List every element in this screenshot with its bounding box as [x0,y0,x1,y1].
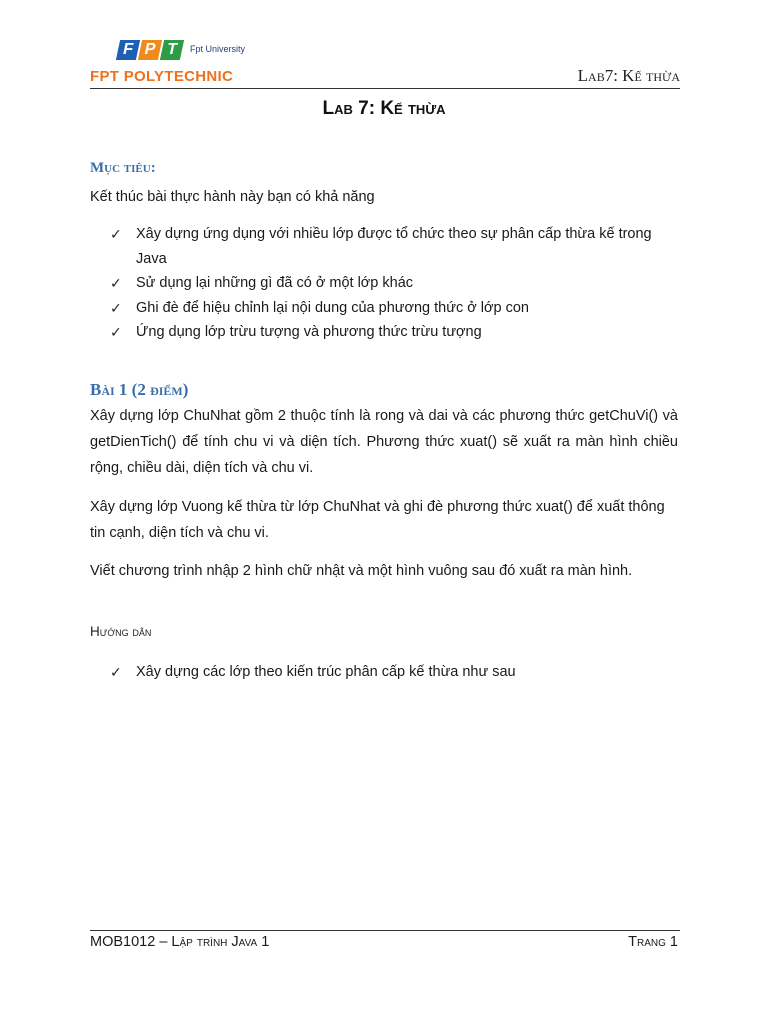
brand-name: FPT POLYTECHNIC [90,68,234,85]
list-item [110,222,680,271]
checkmark-icon: ✓ [110,664,122,680]
objectives-intro: Kết thúc bài thực hành này bạn có khả năng [90,189,375,205]
list-item-text: Ứng dụng lớp trừu tượng và phương thức trừu tượng [136,324,482,340]
checkmark-icon: ✓ [110,299,122,316]
objectives-heading: Mục tiêu: [90,160,156,176]
list-item-text: Sử dụng lại những gì đã có ở một lớp khác [136,275,414,291]
objectives-list [110,222,680,345]
list-item-text: Xây dựng ứng dụng với nhiều lớp được tổ chức theo sự phân cấp thừa kế trong Java [136,226,652,267]
logo-subtitle: Fpt University [190,44,246,54]
page-title: Lab 7: Kế thừa [322,98,446,119]
list-item [110,660,680,685]
checkmark-icon: ✓ [110,324,122,340]
list-item [110,296,680,321]
guide-heading: Hướng dẫn [90,624,152,639]
footer-divider [90,930,680,931]
exercise-paragraph-2: Xây dựng lớp Vuong kế thừa từ lớp ChuNhat và ghi đè phương thức xuat() để xuất thông tin cạnh, diện tích và chu vi. [90,499,665,541]
logo-letter-f: F [116,40,140,60]
logo-letter-t: T [160,40,184,60]
logo-letter-p: P [138,40,162,60]
list-item-text: Ghi đè để hiệu chỉnh lại nội dung của phương thức ở lớp con [136,299,529,316]
list-item [110,271,680,296]
exercise-paragraph-1: Xây dựng lớp ChuNhat gồm 2 thuộc tính là rong và dai và các phương thức getChuVi() và getDienTich() để tính chu vi và diện tích. Phương thức xuat() sẽ xuất ra màn hình chiều rộng, chiều dài, diện tích và chu vi. [90,408,678,476]
exercise-heading: Bài 1 (2 điểm) [90,380,189,399]
guide-list [110,660,680,685]
list-item-text: Xây dựng các lớp theo kiến trúc phân cấp kế thừa như sau [136,664,516,680]
list-item [110,320,680,345]
footer-course: MOB1012 – Lập trình Java 1 [90,934,270,950]
checkmark-icon: ✓ [110,226,122,242]
exercise-paragraph-3: Viết chương trình nhập 2 hình chữ nhật và một hình vuông sau đó xuất ra màn hình. [90,563,633,579]
footer-page-number: Trang 1 [628,934,678,950]
checkmark-icon: ✓ [110,275,122,291]
header-lab-label: Lab7: Kế thừa [577,66,680,85]
fpt-logo [118,38,258,64]
header-divider [90,88,680,89]
